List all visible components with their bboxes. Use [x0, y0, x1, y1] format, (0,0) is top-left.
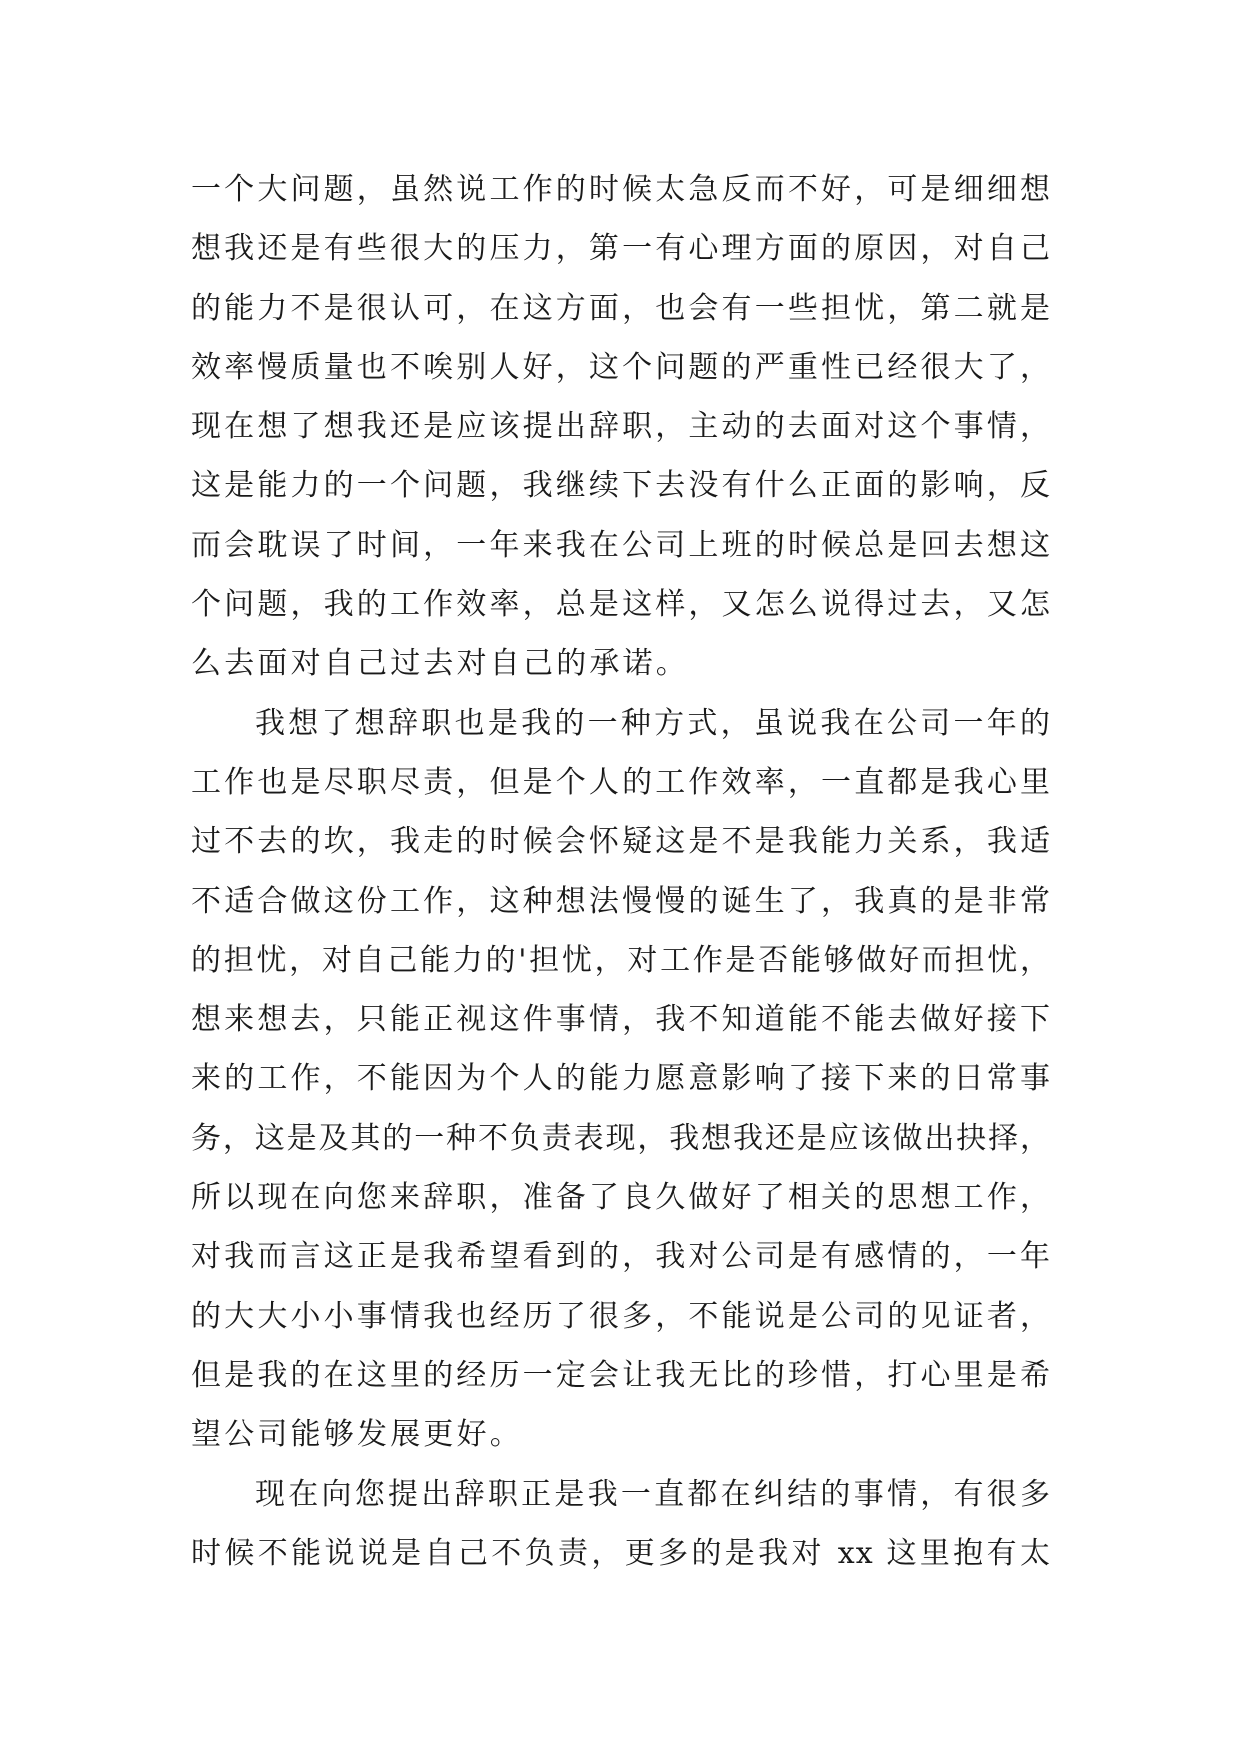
- text-line: 这是能力的一个问题，我继续下去没有什么正面的影响，反: [191, 468, 1051, 504]
- text-line: 个问题，我的工作效率，总是这样，又怎么说得过去，又怎: [191, 587, 1051, 623]
- text-line: 过不去的坎，我走的时候会怀疑这是不是我能力关系，我适: [191, 824, 1051, 860]
- text-line: 对我而言这正是我希望看到的，我对公司是有感情的，一年: [191, 1239, 1051, 1275]
- text-line: 但是我的在这里的经历一定会让我无比的珍惜，打心里是希: [191, 1357, 1051, 1393]
- text-line: 所以现在向您来辞职，准备了良久做好了相关的思想工作，: [191, 1180, 1051, 1216]
- text-line: 的大大小小事情我也经历了很多，不能说是公司的见证者，: [191, 1298, 1051, 1334]
- text-line: 现在想了想我还是应该提出辞职，主动的去面对这个事情，: [191, 409, 1051, 445]
- text-line: 的能力不是很认可，在这方面，也会有一些担忧，第二就是: [191, 290, 1051, 326]
- text-line: 的担忧，对自己能力的'担忧，对工作是否能够做好而担忧，: [191, 942, 1051, 978]
- text-line: 现在向您提出辞职正是我一直都在纠结的事情，有很多: [255, 1476, 1051, 1512]
- text-line: 望公司能够发展更好。: [191, 1417, 523, 1453]
- body-text: [191, 160, 1051, 1583]
- text-line: 不适合做这份工作，这种想法慢慢的诞生了，我真的是非常: [191, 883, 1051, 919]
- text-line: 效率慢质量也不唉别人好，这个问题的严重性已经很大了，: [191, 349, 1051, 385]
- text-line: 时候不能说说是自己不负责，更多的是我对 xx 这里抱有太: [191, 1535, 1051, 1571]
- text-line: 来的工作，不能因为个人的能力愿意影响了接下来的日常事: [191, 1061, 1051, 1097]
- text-line: 么去面对自己过去对自己的承诺。: [191, 646, 689, 682]
- text-line: 务，这是及其的一种不负责表现，我想我还是应该做出抉择，: [191, 1120, 1051, 1156]
- text-line: 一个大问题，虽然说工作的时候太急反而不好，可是细细想: [191, 172, 1051, 207]
- text-line: 而会耽误了时间，一年来我在公司上班的时候总是回去想这: [191, 527, 1051, 563]
- text-line: 工作也是尽职尽责，但是个人的工作效率，一直都是我心里: [191, 764, 1051, 800]
- text-line: 想我还是有些很大的压力，第一有心理方面的原因，对自己: [191, 231, 1051, 267]
- text-line: 我想了想辞职也是我的一种方式，虽说我在公司一年的: [255, 705, 1051, 741]
- text-line: 想来想去，只能正视这件事情，我不知道能不能去做好接下: [191, 1002, 1051, 1038]
